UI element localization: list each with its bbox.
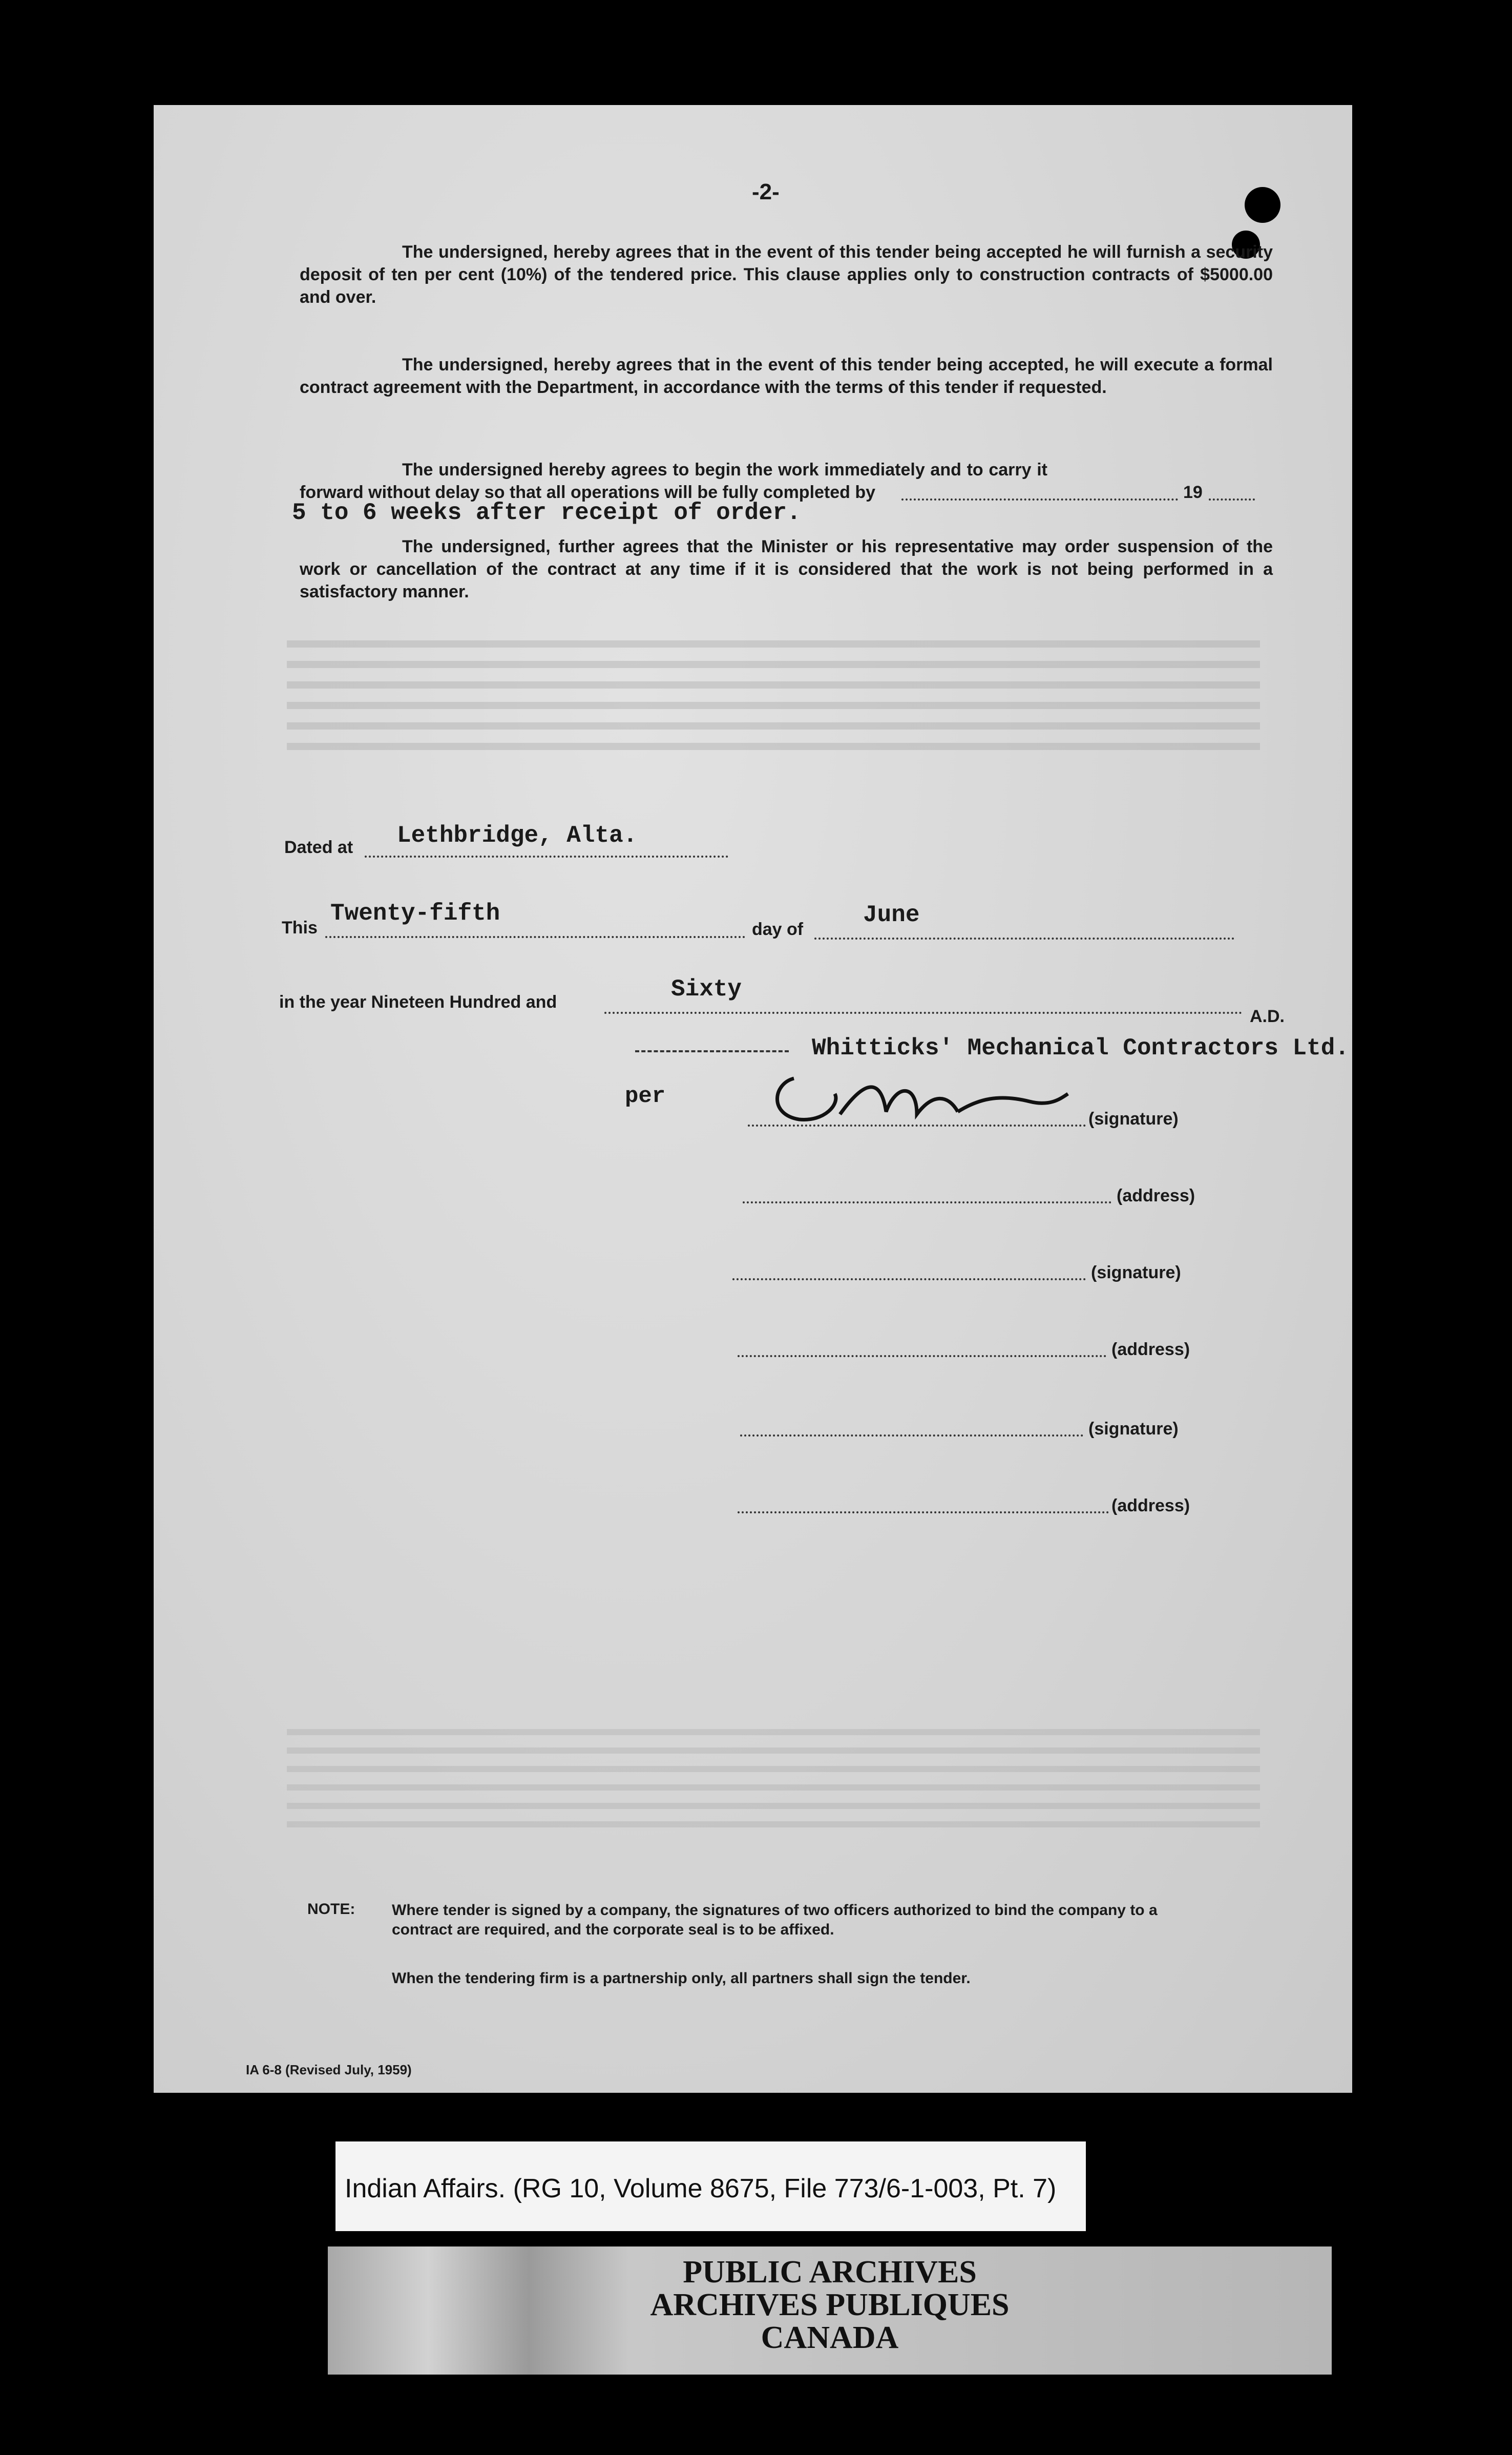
form-number: IA 6-8 (Revised July, 1959)	[246, 2062, 412, 2077]
note-text: Where tender is signed by a company, the signatures of two officers authorized to bind the company to a contract are required, and the corporate seal is to be affixed.	[392, 1902, 1158, 1938]
this-value: Twenty-fifth	[330, 900, 500, 927]
page-number: -2-	[752, 179, 780, 204]
completion-typed-value: 5 to 6 weeks after receipt of order.	[292, 500, 801, 526]
day-of-line	[814, 938, 1234, 940]
company-name: Whitticks' Mechanical Contractors Ltd.	[812, 1035, 1349, 1062]
dated-at-label: Dated at	[284, 838, 353, 857]
show-through-text	[287, 1729, 1260, 1832]
dated-at-value: Lethbridge, Alta.	[397, 822, 638, 849]
completion-date-line	[901, 498, 1178, 501]
year-label: in the year Nineteen Hundred and	[279, 992, 557, 1012]
handwritten-signature	[763, 1063, 1070, 1130]
partnership-text: When the tendering firm is a partnership only, all partners shall sign the tender.	[392, 1970, 971, 1987]
dated-at-line	[365, 856, 728, 858]
punch-hole	[1245, 187, 1280, 223]
this-line	[325, 936, 745, 938]
suspension-clause: The undersigned, further agrees that the Minister or his representative may order suspension of the work or cancellation of the contract at any time if it is considered that the work is not being performed in a satisfactory manner.	[300, 537, 1273, 601]
signature-label-3: (signature)	[1088, 1419, 1179, 1439]
signature-label-1: (signature)	[1088, 1109, 1179, 1129]
archive-stamp	[328, 2246, 1332, 2375]
note-label: NOTE:	[307, 1901, 355, 1918]
signature-line-3	[740, 1434, 1083, 1437]
address-label-2: (address)	[1111, 1340, 1190, 1359]
show-through-text	[287, 640, 1260, 753]
completion-year-line	[1209, 498, 1255, 501]
year-line	[604, 1012, 1242, 1014]
day-of-value: June	[863, 902, 920, 928]
stamp-line-public-archives: PUBLIC ARCHIVES	[683, 2255, 977, 2290]
completion-year-prefix: 19	[1183, 483, 1203, 502]
archive-caption: Indian Affairs. (RG 10, Volume 8675, File 773/6-1-003, Pt. 7)	[335, 2141, 1086, 2231]
address-label-3: (address)	[1111, 1496, 1190, 1515]
ad-label: A.D.	[1250, 1007, 1285, 1026]
signature-label-2: (signature)	[1091, 1263, 1181, 1282]
year-value: Sixty	[671, 976, 742, 1003]
stamp-line-canada: CANADA	[761, 2320, 899, 2355]
document-page	[154, 105, 1352, 2093]
day-of-label: day of	[752, 920, 804, 939]
completion-clause: The undersigned hereby agrees to begin the work immediately and to carry it forward without delay so that all operations will be fully completed by	[300, 460, 1047, 502]
address-line-1	[743, 1201, 1111, 1203]
this-label: This	[282, 918, 318, 938]
contract-agreement-clause: The undersigned, hereby agrees that in the event of this tender being accepted, he will execute a formal contract agreement with the Department, in accordance with the terms of this tender if requested.	[300, 355, 1273, 397]
signature-line-1	[748, 1125, 1086, 1127]
archive-stamp-text	[328, 2256, 1332, 2354]
dash-line	[635, 1050, 789, 1052]
per-label: per	[625, 1084, 666, 1109]
security-deposit-clause: The undersigned, hereby agrees that in the event of this tender being accepted he will furnish a security deposit of ten per cent (10%) of the tendered price. This clause applies only to construction contracts of $5000.00 and over.	[300, 242, 1273, 307]
address-line-3	[738, 1511, 1109, 1513]
stamp-line-archives-publiques: ARCHIVES PUBLIQUES	[650, 2287, 1010, 2322]
address-label-1: (address)	[1117, 1186, 1195, 1205]
address-line-2	[738, 1355, 1106, 1357]
signature-line-2	[732, 1278, 1086, 1280]
